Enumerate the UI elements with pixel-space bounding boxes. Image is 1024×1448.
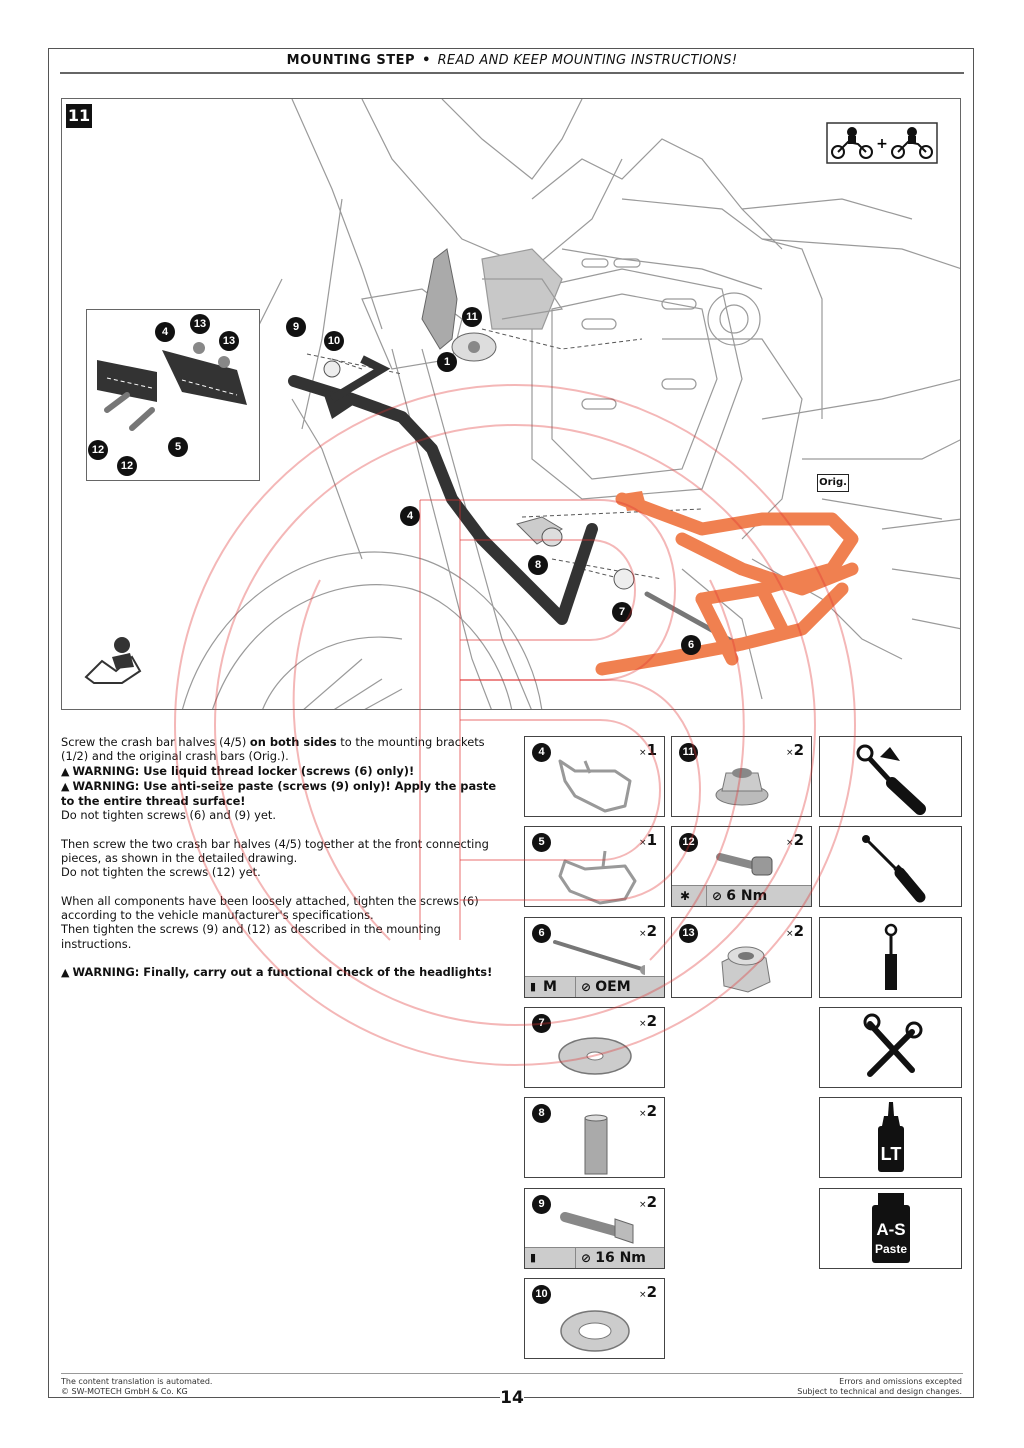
part-number: 9	[532, 1195, 551, 1214]
warning-headlights	[61, 965, 492, 979]
callout-12-inset-b: 12	[117, 456, 137, 476]
header-subtitle: READ AND KEEP MOUNTING INSTRUCTIONS!	[437, 53, 738, 68]
instr-p1-b: on both sides	[249, 735, 337, 749]
long-screw-icon	[545, 932, 645, 976]
qty-value: 2	[646, 1193, 657, 1211]
page-number: 14	[500, 1388, 524, 1408]
crash-bar-right-icon	[545, 841, 645, 905]
bottle-icon: ▮	[530, 980, 537, 993]
instruction-block-3	[61, 894, 511, 951]
spacer-sleeve-icon	[545, 1112, 645, 1176]
qty-prefix: ×	[786, 929, 794, 939]
instr-p1-d: Do not tighten screws (6) and (9) yet.	[61, 808, 276, 823]
tool-socket-wrench	[819, 917, 962, 998]
spec-bar	[525, 976, 664, 997]
header-title: MOUNTING STEP	[286, 53, 415, 68]
tool-thread-locker	[819, 1097, 962, 1178]
part-card-9	[524, 1188, 665, 1269]
callout-7: 7	[612, 602, 632, 622]
callout-12-inset-a: 12	[88, 440, 108, 460]
qty-value: 1	[646, 741, 657, 759]
footer-right	[797, 1377, 962, 1397]
warning-icon: ▲	[61, 764, 70, 778]
two-persons-icon	[826, 122, 938, 164]
callout-5-inset: 5	[168, 437, 188, 457]
callout-9: 9	[286, 317, 306, 337]
assembly-illustration	[61, 98, 961, 710]
torque-icon: ⊘	[712, 889, 727, 903]
callout-13-inset-b: 13	[219, 331, 239, 351]
torque-spec	[581, 1248, 646, 1268]
washer-icon	[545, 1293, 645, 1357]
callout-4: 4	[400, 506, 420, 526]
qty-prefix: ×	[639, 929, 647, 939]
spec-bar	[672, 885, 811, 906]
part-card-6	[524, 917, 665, 998]
rider-heading-icon	[82, 627, 144, 687]
tool-anti-seize-paste	[819, 1188, 962, 1269]
part-number: 10	[532, 1285, 551, 1304]
qty-value: 2	[646, 1102, 657, 1120]
page-header	[60, 52, 964, 74]
part-number: 7	[532, 1014, 551, 1033]
callout-4-inset: 4	[155, 322, 175, 342]
part-card-7	[524, 1007, 665, 1088]
qty-prefix: ×	[639, 748, 647, 758]
instr-p1-a: Screw the crash bar halves (4/5)	[61, 735, 250, 749]
callout-13-inset-a: 13	[190, 314, 210, 334]
qty-prefix: ×	[639, 838, 647, 848]
step-number-badge: 11	[66, 104, 92, 128]
crash-bar-left-icon	[545, 751, 645, 815]
torque-icon: ⊘	[581, 1251, 596, 1265]
footer-left	[61, 1377, 212, 1397]
part-card-4	[524, 736, 665, 817]
part-number: 5	[532, 833, 551, 852]
warning-icon: ▲	[61, 965, 70, 979]
footer-divider	[61, 1373, 963, 1374]
part-card-10	[524, 1278, 665, 1359]
instr-p1-c: to the mounting brackets (1/2) and the original crash bars (Orig.).	[61, 735, 485, 764]
callout-8: 8	[528, 555, 548, 575]
instruction-block-4	[61, 965, 511, 980]
warning-2-text: WARNING: Use anti-seize paste (screws (9) only)! Apply the paste to the entire thread surface!	[61, 778, 497, 809]
warning-3-text: WARNING: Finally, carry out a functional check of the headlights!	[72, 964, 493, 979]
qty-prefix: ×	[639, 1019, 647, 1029]
part-card-8	[524, 1097, 665, 1178]
torque-value: 16 Nm	[595, 1250, 646, 1266]
flange-nut-icon	[692, 751, 792, 815]
warning-anti-seize	[61, 779, 496, 808]
instruction-block-2	[61, 837, 511, 880]
qty-value: 2	[646, 1012, 657, 1030]
part-number: 13	[679, 924, 698, 943]
tool-spanner	[819, 1007, 962, 1088]
part-number: 4	[532, 743, 551, 762]
instructions-text	[61, 735, 511, 994]
hex-bolt-icon	[545, 1203, 645, 1247]
thread-locker-label: LT	[880, 1144, 902, 1164]
footer-translation-note: The content translation is automated.	[61, 1377, 213, 1386]
part-number: 11	[679, 743, 698, 762]
paste-icon: ▮	[530, 1251, 537, 1264]
tool-torx-screwdriver	[819, 736, 962, 817]
part-card-12	[671, 826, 812, 907]
socket-screw-icon	[692, 841, 792, 885]
instr-p3-b: Then tighten the screws (9) and (12) as described in the mounting instructions.	[61, 922, 441, 951]
allen-key-icon	[820, 827, 963, 908]
spray-icon: ✱	[680, 889, 691, 903]
torque-value: 6 Nm	[726, 888, 768, 904]
original-crash-bar-label: Orig.	[817, 474, 849, 492]
socket-wrench-icon	[820, 918, 963, 999]
part-card-13	[671, 917, 812, 998]
instruction-block-1	[61, 735, 511, 823]
large-washer-icon	[545, 1022, 645, 1086]
spec-bar	[525, 1247, 664, 1268]
callout-10: 10	[324, 331, 344, 351]
qty-value: 2	[793, 922, 804, 940]
lock-nut-icon	[692, 932, 792, 996]
grease-spec	[672, 886, 707, 906]
anti-seize-spec	[525, 1248, 576, 1268]
warning-icon: ▲	[61, 779, 70, 793]
paste-label-top: A-S	[876, 1220, 906, 1239]
qty-value: 2	[793, 741, 804, 759]
header-separator: •	[422, 53, 431, 68]
part-number: 6	[532, 924, 551, 943]
paste-label-bottom: Paste	[874, 1242, 908, 1256]
qty-value: 1	[646, 831, 657, 849]
callout-1: 1	[437, 352, 457, 372]
callout-11: 11	[462, 307, 482, 327]
warning-thread-locker	[61, 764, 414, 778]
thread-locker-spec	[525, 977, 576, 997]
footer-changes-note: Subject to technical and design changes.	[797, 1387, 962, 1396]
warning-1-text: WARNING: Use liquid thread locker (screws (6) only)!	[72, 763, 415, 778]
torx-screwdriver-icon	[820, 737, 963, 818]
part-number: 12	[679, 833, 698, 852]
torque-value: OEM	[595, 979, 631, 995]
part-card-5	[524, 826, 665, 907]
spanner-icon	[820, 1008, 963, 1089]
instr-p2-a: Then screw the two crash bar halves (4/5) together at the front connecting pieces, as shown in the detailed drawing.	[61, 836, 489, 866]
svg-text:+: +	[876, 136, 888, 152]
part-card-11	[671, 736, 812, 817]
torque-spec	[581, 977, 631, 997]
qty-prefix: ×	[639, 1109, 647, 1119]
qty-prefix: ×	[786, 838, 794, 848]
part-number: 8	[532, 1104, 551, 1123]
thread-locker-value: M	[543, 979, 557, 995]
tool-allen-key	[819, 826, 962, 907]
footer-errors-note: Errors and omissions excepted	[839, 1377, 962, 1386]
qty-prefix: ×	[639, 1290, 647, 1300]
qty-value: 2	[646, 1283, 657, 1301]
qty-value: 2	[646, 922, 657, 940]
instr-p2-b: Do not tighten the screws (12) yet.	[61, 865, 261, 880]
torque-icon: ⊘	[581, 980, 596, 994]
footer-copyright: © SW-MOTECH GmbH & Co. KG	[61, 1387, 188, 1396]
callout-6: 6	[681, 635, 701, 655]
qty-prefix: ×	[639, 1200, 647, 1210]
qty-prefix: ×	[786, 748, 794, 758]
thread-locker-icon	[820, 1098, 963, 1179]
anti-seize-paste-icon	[820, 1189, 963, 1270]
torque-spec	[712, 886, 767, 906]
instr-p3-a: When all components have been loosely attached, tighten the screws (6) according to the vehicle manufacturer's specifications.	[61, 893, 479, 922]
qty-value: 2	[793, 831, 804, 849]
